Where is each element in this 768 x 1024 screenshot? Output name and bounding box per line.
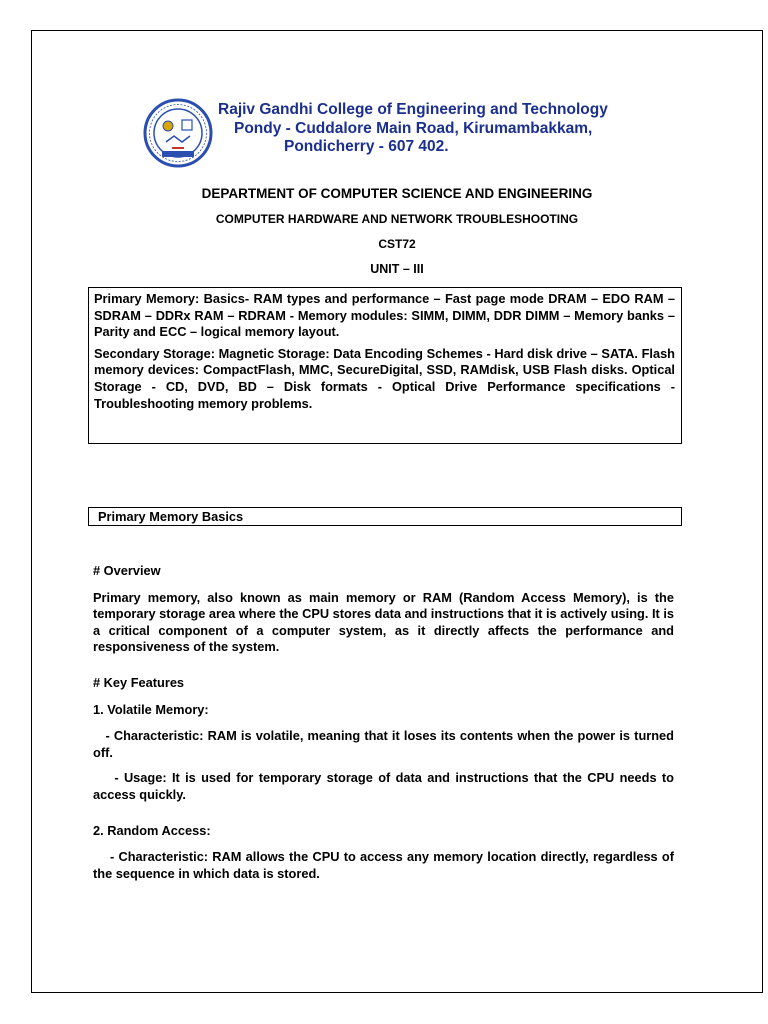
college-header — [142, 98, 622, 168]
syllabus-primary-memory: Primary Memory: Basics- RAM types and performance – Fast page mode DRAM – EDO RAM – SDRAM – DDRx RAM – RDRAM - Memory modules: SIMM, DIMM, DDR DIMM – Memory banks – Parity and ECC – logical memory layout. — [94, 291, 675, 340]
syllabus-secondary-storage: Secondary Storage: Magnetic Storage: Data Encoding Schemes - Hard disk drive – SATA. Flash memory devices: CompactFlash, MMC, SecureDigital, SSD, RAMdisk, USB Flash disks. Optical Storage - CD, DVD, BD – Disk formats - Optical Drive Performance specifications - Troubleshooting memory problems. — [94, 345, 675, 411]
key-features-heading: # Key Features — [93, 674, 185, 690]
course-code: CST72 — [378, 237, 416, 251]
syllabus-box — [88, 287, 682, 444]
feature1-usage: - Usage: It is used for temporary storage of data and instructions that the CPU needs to access quickly. — [93, 770, 678, 802]
section-title: Primary Memory Basics — [88, 507, 682, 526]
overview-heading: # Overview — [93, 563, 161, 578]
overview-paragraph: Primary memory, also known as main memory or RAM (Random Access Memory), is the temporary storage area where the CPU stores data and instructions that it is actively using. It is a critical component of a computer system, as it directly affects the performance and responsiveness of the system. — [93, 589, 675, 655]
document-body — [93, 563, 678, 882]
course-title: COMPUTER HARDWARE AND NETWORK TROUBLESHOOTING — [215, 212, 579, 226]
department-title: DEPARTMENT OF COMPUTER SCIENCE AND ENGINEERING — [201, 186, 593, 201]
feature1-title: 1. Volatile Memory: — [93, 701, 209, 717]
college-name: Rajiv Gandhi College of Engineering and Technology — [218, 101, 608, 118]
feature2-title: 2. Random Access: — [93, 822, 211, 838]
college-logo-emblem-icon — [142, 98, 214, 168]
college-address-line2: Pondicherry - 607 402. — [284, 138, 449, 155]
feature1-characteristic: - Characteristic: RAM is volatile, meaning that it loses its contents when the power is turned off. — [93, 728, 678, 760]
feature2-characteristic: - Characteristic: RAM allows the CPU to access any memory location directly, regardless of the sequence in which data is stored. — [93, 849, 678, 881]
college-address-line1: Pondy - Cuddalore Main Road, Kirumambakkam, — [234, 120, 593, 137]
unit-title: UNIT – III — [370, 262, 424, 276]
